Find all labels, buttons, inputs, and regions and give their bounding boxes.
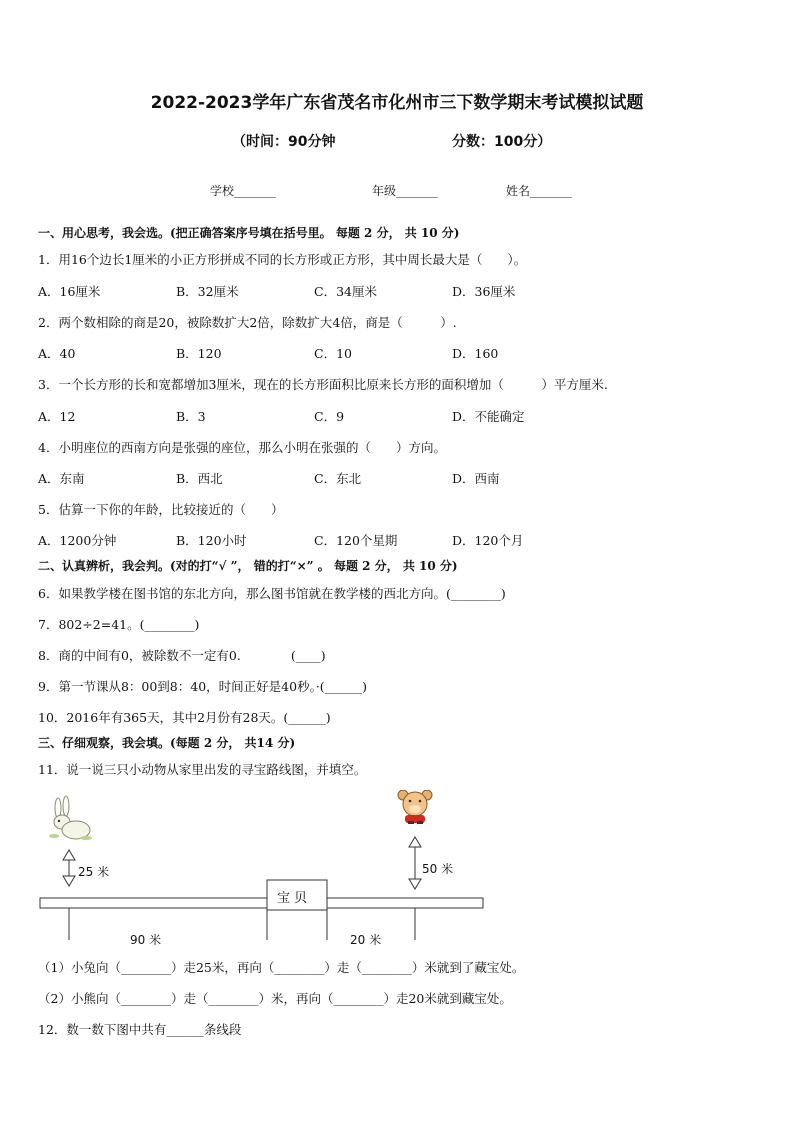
q5-option-a: A．1200分钟 xyxy=(38,533,117,548)
q3-option-d: D．不能确定 xyxy=(452,409,525,424)
q3-option-b: B．3 xyxy=(176,409,206,424)
question-7: 7．802÷2=41。(________) xyxy=(38,617,200,632)
name-field: 姓名_______ xyxy=(506,184,573,198)
left-distance-label: 90 米 xyxy=(130,933,162,947)
question-8: 8．商的中间有0，被除数不一定有0. (____) xyxy=(38,648,326,663)
q5-option-d: D．120个月 xyxy=(452,533,524,548)
treasure-route-diagram xyxy=(30,790,500,950)
exam-score: 分数：100分） xyxy=(452,134,552,150)
q1-option-b: B．32厘米 xyxy=(176,284,239,299)
treasure-label: 宝 贝 xyxy=(277,891,308,906)
q3-option-c: C．9 xyxy=(314,409,345,424)
question-4: 4．小明座位的西南方向是张强的座位，那么小明在张强的（ ）方向。 xyxy=(38,440,446,455)
q5-option-b: B．120小时 xyxy=(176,533,247,548)
question-2: 2．两个数相除的商是20，被除数扩大2倍，除数扩大4倍，商是（ ）. xyxy=(38,315,457,330)
school-field: 学校_______ xyxy=(210,184,277,198)
rabbit-distance-label: 25 米 xyxy=(78,865,110,879)
q1-option-a: A．16厘米 xyxy=(38,284,101,299)
question-9: 9．第一节课从8：00到8：40，时间正好是40秒。·(______) xyxy=(38,679,368,694)
bear-distance-label: 50 米 xyxy=(422,862,454,876)
q4-option-c: C．东北 xyxy=(314,471,362,486)
question-6: 6．如果教学楼在图书馆的东北方向，那么图书馆就在教学楼的西北方向。(________) xyxy=(38,586,506,601)
question-10: 10．2016年有365天，其中2月份有28天。(______) xyxy=(38,710,331,725)
question-11-2: （2）小熊向（________）走（________）米，再向（________）走20米就到藏宝处。 xyxy=(38,991,512,1006)
section3-heading: 三、仔细观察，我会填。(每题 2 分， 共14 分) xyxy=(38,736,296,750)
section2-heading: 二、认真辨析，我会判。(对的打“√ ”， 错的打“×” 。 每题 2 分， 共 10 分) xyxy=(38,559,458,573)
rabbit-icon xyxy=(49,796,92,840)
page-title: 2022-2023学年广东省茂名市化州市三下数学期末考试模拟试题 xyxy=(150,93,644,113)
question-11-1: （1）小兔向（________）走25米，再向（________）走（________）米就到了藏宝处。 xyxy=(38,960,525,975)
q2-option-d: D．160 xyxy=(452,346,499,361)
bear-icon xyxy=(398,790,432,824)
section1-heading: 一、用心思考，我会选。(把正确答案序号填在括号里。 每题 2 分， 共 10 分) xyxy=(38,226,460,240)
question-5: 5．估算一下你的年龄，比较接近的（ ） xyxy=(38,502,284,517)
q4-option-b: B．西北 xyxy=(176,471,223,486)
exam-time: （时间：90分钟 xyxy=(232,134,336,150)
question-11: 11．说一说三只小动物从家里出发的寻宝路线图，并填空。 xyxy=(38,762,367,777)
q4-option-a: A．东南 xyxy=(38,471,85,486)
q2-option-c: C．10 xyxy=(314,346,352,361)
q2-option-b: B．120 xyxy=(176,346,222,361)
q3-option-a: A．12 xyxy=(38,409,76,424)
question-3: 3．一个长方形的长和宽都增加3厘米，现在的长方形面积比原来长方形的面积增加（ ）平方厘米. xyxy=(38,377,608,392)
q5-option-c: C．120个星期 xyxy=(314,533,398,548)
q2-option-a: A．40 xyxy=(38,346,76,361)
q4-option-d: D．西南 xyxy=(452,471,500,486)
right-distance-label: 20 米 xyxy=(350,933,382,947)
question-12: 12．数一数下图中共有______条线段 xyxy=(38,1022,242,1037)
q1-option-d: D．36厘米 xyxy=(452,284,516,299)
q1-option-c: C．34厘米 xyxy=(314,284,377,299)
question-1: 1．用16个边长1厘米的小正方形拼成不同的长方形或正方形，其中周长最大是（ ）。 xyxy=(38,252,527,267)
grade-field: 年级_______ xyxy=(372,184,439,198)
